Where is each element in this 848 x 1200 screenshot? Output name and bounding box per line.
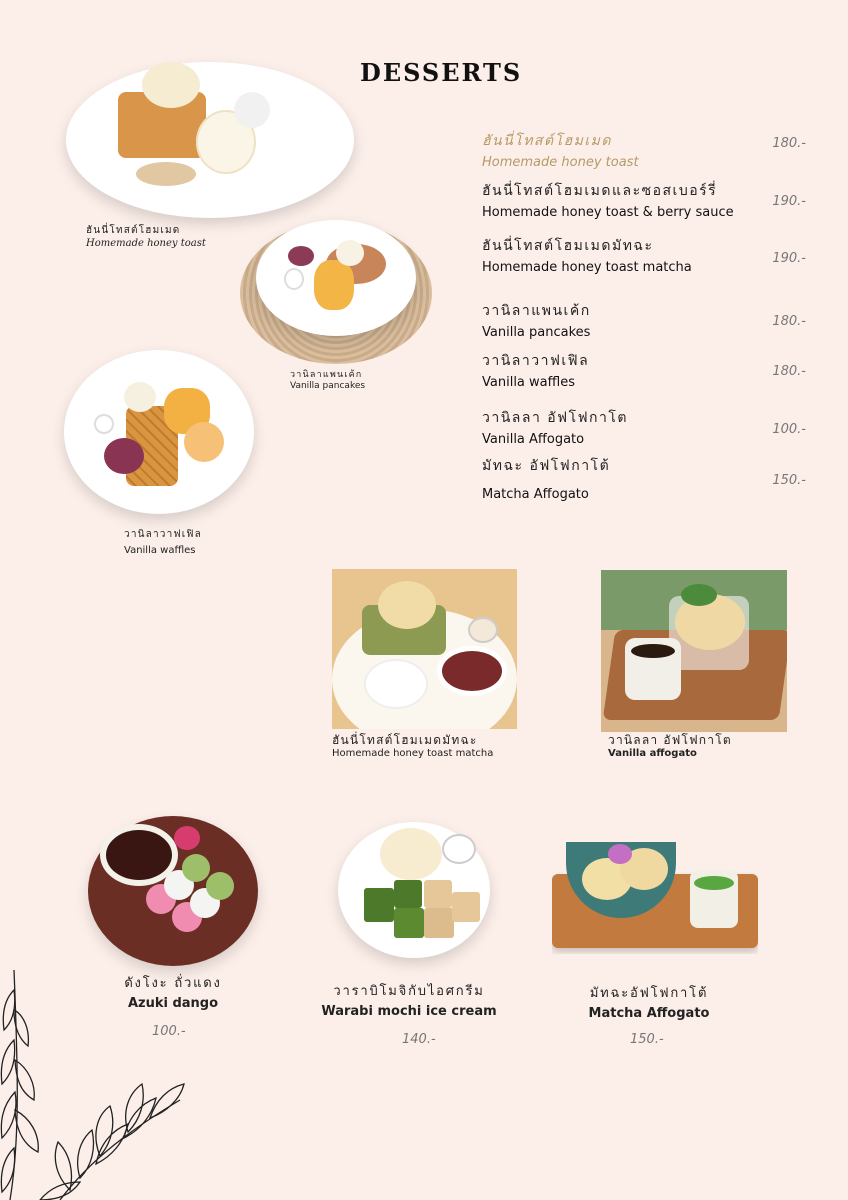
menu-item-price: 180.- [772, 314, 806, 329]
caption-th: ฮันนี่โทสต์โฮมเมด [86, 225, 181, 236]
menu-item-en: Homemade honey toast matcha [482, 260, 692, 275]
caption-th: วานิลาแพนเค้ก [290, 370, 363, 380]
menu-item-th: ฮันนี่โทสต์โฮมเมดมัทฉะ [482, 238, 654, 254]
menu-item-honey-toast [482, 130, 812, 170]
menu-item-price: 100.- [772, 422, 806, 437]
menu-item-honey-toast-berry [482, 180, 812, 220]
menu-item-honey-toast-matcha [482, 235, 812, 275]
page-title: DESSERTS [360, 58, 523, 87]
menu-item-price: 190.- [772, 194, 806, 209]
menu-item-th: มัทฉะ อัฟโฟกาโต้ [482, 458, 611, 474]
caption-th: วานิลาวาฟเฟิล [124, 529, 202, 540]
menu-item-price: 180.- [772, 136, 806, 151]
caption-th: ฮันนี่โทสต์โฮมเมดมัทฉะ [332, 733, 478, 747]
caption-warabi-mochi [314, 980, 504, 1019]
menu-item-th: ฮันนี่โทสต์โฮมเมดและซอสเบอร์รี่ [482, 183, 718, 199]
matcha-affogato-tray-image [552, 838, 758, 954]
menu-item-th: วานิลาวาฟเฟิล [482, 353, 590, 369]
vanilla-affogato-photo [601, 570, 787, 732]
menu-item-th: วานิลาแพนเค้ก [482, 303, 591, 319]
fern-leaf-icon [0, 960, 200, 1200]
menu-item-pancakes [482, 300, 812, 340]
caption-vanilla-affogato [608, 734, 732, 760]
caption-toast-matcha [332, 734, 493, 760]
caption-th: วาราบิโมจิกับไอศกรีม [333, 984, 485, 999]
caption-en: Vanilla waffles [124, 545, 196, 556]
dango-plate-image [88, 816, 258, 966]
waffles-plate-image [64, 350, 254, 514]
warabi-mochi-plate-image [338, 822, 490, 958]
caption-en: Vanilla affogato [608, 748, 697, 759]
caption-en: Matcha Affogato [588, 1006, 710, 1021]
price-warabi-mochi: 140.- [402, 1032, 436, 1047]
menu-item-price: 180.- [772, 364, 806, 379]
toast-matcha-photo [332, 569, 517, 729]
menu-item-en: Matcha Affogato [482, 487, 589, 502]
price-azuki-dango: 100.- [152, 1024, 186, 1039]
menu-item-en: Vanilla pancakes [482, 325, 591, 340]
menu-item-vanilla-affogato [482, 407, 812, 447]
menu-item-price: 190.- [772, 251, 806, 266]
caption-th: วานิลลา อัฟโฟกาโต [608, 733, 732, 747]
caption-en: Homemade honey toast matcha [332, 748, 494, 759]
menu-item-en: Vanilla Affogato [482, 432, 585, 447]
caption-th: มัทฉะอัฟโฟกาโต้ [589, 986, 709, 1001]
menu-item-en: Homemade honey toast & berry sauce [482, 205, 734, 220]
caption-en: Azuki dango [127, 996, 219, 1011]
menu-item-en: Homemade honey toast [482, 155, 639, 170]
caption-waffles [124, 528, 202, 557]
menu-item-waffles [482, 350, 812, 390]
menu-item-th: วานิลลา อัฟโฟกาโต [482, 410, 628, 426]
caption-matcha-affogato [554, 982, 744, 1021]
caption-en: Warabi mochi ice cream [321, 1004, 497, 1019]
honey-toast-plate-image [66, 62, 354, 218]
menu-item-matcha-affogato [482, 455, 812, 502]
menu-item-price: 150.- [772, 473, 806, 488]
caption-en: Vanilla pancakes [290, 381, 366, 391]
menu-item-th: ฮันนี่โทสต์โฮมเมด [482, 133, 612, 149]
caption-en: Homemade honey toast [86, 238, 206, 249]
caption-th: ดังโงะ ถั่วแดง [124, 976, 222, 991]
price-matcha-affogato: 150.- [630, 1032, 664, 1047]
caption-pancakes [290, 370, 365, 392]
pancakes-plate-image [256, 220, 416, 336]
caption-honey-toast [86, 224, 206, 250]
menu-item-en: Vanilla waffles [482, 375, 575, 390]
